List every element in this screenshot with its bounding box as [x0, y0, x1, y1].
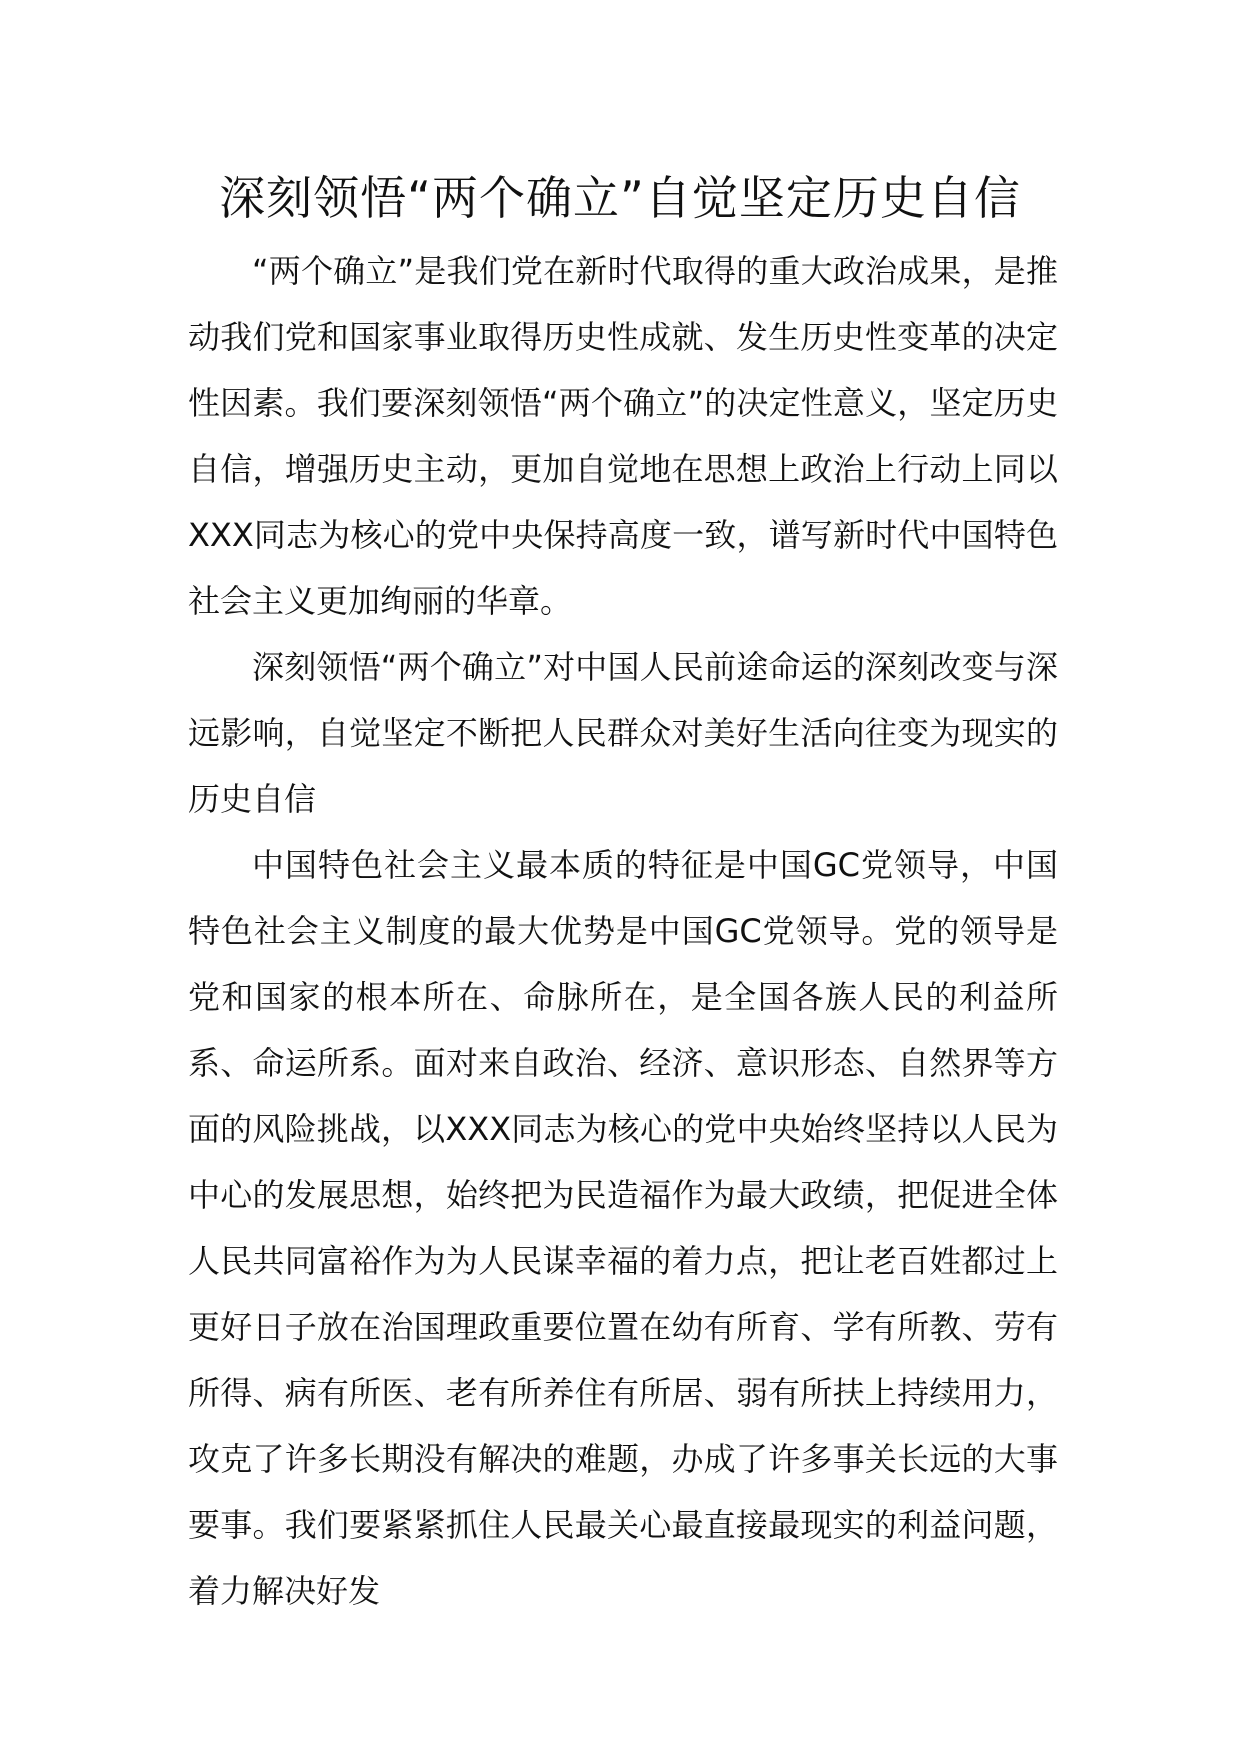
document-body	[188, 238, 1058, 1624]
paragraph-body: 中国特色社会主义最本质的特征是中国GC党领导，中国特色社会主义制度的最大优势是中国GC党领导。党的领导是党和国家的根本所在、命脉所在，是全国各族人民的利益所系、命运所系。面对来自政治、经济、意识形态、自然界等方面的风险挑战，以XXX同志为核心的党中央始终坚持以人民为中心的发展思想，始终把为民造福作为最大政绩，把促进全体人民共同富裕作为为人民谋幸福的着力点，把让老百姓都过上更好日子放在治国理政重要位置在幼有所育、学有所教、劳有所得、病有所医、老有所养住有所居、弱有所扶上持续用力，攻克了许多长期没有解决的难题，办成了许多事关长远的大事要事。我们要紧紧抓住人民最关心最直接最现实的利益问题，着力解决好发	[188, 846, 1058, 1610]
document-title: 深刻领悟“两个确立”自觉坚定历史自信	[219, 171, 1021, 225]
paragraph-section-heading: 深刻领悟“两个确立”对中国人民前途命运的深刻改变与深远影响，自觉坚定不断把人民群众对美好生活向往变为现实的历史自信	[188, 648, 1058, 818]
paragraph-intro: “两个确立”是我们党在新时代取得的重大政治成果，是推动我们党和国家事业取得历史性成就、发生历史性变革的决定性因素。我们要深刻领悟“两个确立”的决定性意义，坚定历史自信，增强历史主动，更加自觉地在思想上政治上行动上同以XXX同志为核心的党中央保持高度一致，谱写新时代中国特色社会主义更加绚丽的华章。	[188, 252, 1058, 620]
